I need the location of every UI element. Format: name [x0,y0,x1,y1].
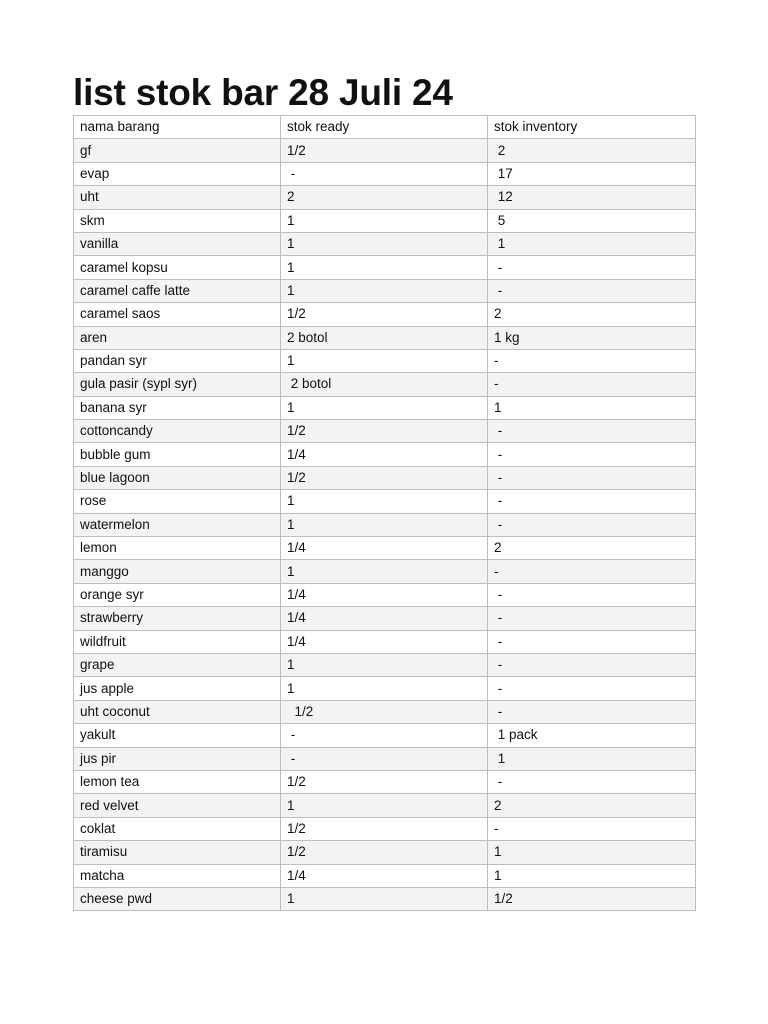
stok-ready-cell: 1/4 [281,537,488,560]
stok-ready-cell: 1 [281,653,488,676]
table-row [74,466,696,489]
stok-ready-cell: 1/4 [281,607,488,630]
table-body [74,139,696,911]
stok-inventory-cell: 2 [488,537,696,560]
stok-inventory-cell: 1 pack [488,724,696,747]
stock-table [73,115,696,911]
item-name-cell: uht [74,186,281,209]
table-row [74,794,696,817]
stok-ready-cell: 1 [281,560,488,583]
table-row [74,653,696,676]
table-row [74,139,696,162]
table-row [74,303,696,326]
item-name-cell: watermelon [74,513,281,536]
stok-inventory-cell: - [488,630,696,653]
stok-ready-cell: 2 botol [281,373,488,396]
table-row [74,700,696,723]
stok-ready-cell: 1/2 [281,817,488,840]
table-row [74,747,696,770]
stok-ready-cell: 1 [281,209,488,232]
stok-ready-cell: 1/4 [281,583,488,606]
stok-ready-cell: 1/2 [281,303,488,326]
table-row [74,256,696,279]
stok-ready-cell: 1 [281,887,488,910]
stok-inventory-cell: - [488,279,696,302]
stok-ready-cell: 1/2 [281,466,488,489]
table-row [74,162,696,185]
table-row [74,443,696,466]
header-stok-inventory: stok inventory [488,116,696,139]
stok-ready-cell: 1 [281,677,488,700]
stok-inventory-cell: 12 [488,186,696,209]
stok-ready-cell: 1/2 [281,420,488,443]
table-row [74,630,696,653]
item-name-cell: cottoncandy [74,420,281,443]
table-row [74,583,696,606]
table-row [74,607,696,630]
table-row [74,537,696,560]
stok-ready-cell: 2 botol [281,326,488,349]
stok-inventory-cell: 1 [488,841,696,864]
stok-inventory-cell: - [488,700,696,723]
table-row [74,864,696,887]
stok-inventory-cell: 1 [488,747,696,770]
stok-inventory-cell: - [488,583,696,606]
stok-ready-cell: 1 [281,279,488,302]
item-name-cell: matcha [74,864,281,887]
item-name-cell: blue lagoon [74,466,281,489]
item-name-cell: jus apple [74,677,281,700]
item-name-cell: caramel caffe latte [74,279,281,302]
stok-ready-cell: 1/4 [281,630,488,653]
item-name-cell: vanilla [74,232,281,255]
stok-inventory-cell: 1 [488,864,696,887]
item-name-cell: evap [74,162,281,185]
stok-ready-cell: 1/4 [281,443,488,466]
table-row [74,560,696,583]
stok-inventory-cell: - [488,560,696,583]
table-row [74,724,696,747]
stok-inventory-cell: - [488,770,696,793]
stok-ready-cell: 1/2 [281,700,488,723]
item-name-cell: gf [74,139,281,162]
stok-inventory-cell: - [488,513,696,536]
stok-inventory-cell: 5 [488,209,696,232]
table-row [74,770,696,793]
item-name-cell: skm [74,209,281,232]
stok-ready-cell: 1/2 [281,139,488,162]
item-name-cell: bubble gum [74,443,281,466]
item-name-cell: red velvet [74,794,281,817]
item-name-cell: pandan syr [74,349,281,372]
item-name-cell: strawberry [74,607,281,630]
stok-inventory-cell: - [488,373,696,396]
stok-inventory-cell: 17 [488,162,696,185]
item-name-cell: orange syr [74,583,281,606]
item-name-cell: lemon tea [74,770,281,793]
stok-inventory-cell: 1 [488,232,696,255]
item-name-cell: banana syr [74,396,281,419]
stok-inventory-cell: 2 [488,139,696,162]
stok-ready-cell: 1 [281,490,488,513]
stok-ready-cell: 1/2 [281,841,488,864]
item-name-cell: caramel kopsu [74,256,281,279]
table-row [74,513,696,536]
stok-ready-cell: 2 [281,186,488,209]
table-header [74,116,696,139]
stok-ready-cell: - [281,162,488,185]
item-name-cell: manggo [74,560,281,583]
item-name-cell: jus pir [74,747,281,770]
table-header-row [74,116,696,139]
stok-inventory-cell: - [488,256,696,279]
table-row [74,420,696,443]
item-name-cell: tiramisu [74,841,281,864]
stok-ready-cell: 1 [281,349,488,372]
stok-ready-cell: 1 [281,513,488,536]
header-stok-ready: stok ready [281,116,488,139]
stok-inventory-cell: 1/2 [488,887,696,910]
stok-inventory-cell: - [488,490,696,513]
table-row [74,887,696,910]
page-title: list stok bar 28 Juli 24 [73,72,453,113]
stok-inventory-cell: - [488,653,696,676]
stok-ready-cell: 1/4 [281,864,488,887]
stok-ready-cell: 1 [281,794,488,817]
table-row [74,279,696,302]
stok-inventory-cell: - [488,817,696,840]
table-row [74,209,696,232]
table-row [74,841,696,864]
table-row [74,349,696,372]
stok-inventory-cell: 2 [488,303,696,326]
table-row [74,817,696,840]
item-name-cell: coklat [74,817,281,840]
item-name-cell: grape [74,653,281,676]
item-name-cell: gula pasir (sypl syr) [74,373,281,396]
stok-inventory-cell: - [488,677,696,700]
item-name-cell: aren [74,326,281,349]
table-row [74,186,696,209]
stok-inventory-cell: 2 [488,794,696,817]
item-name-cell: yakult [74,724,281,747]
item-name-cell: cheese pwd [74,887,281,910]
stok-inventory-cell: - [488,466,696,489]
stok-inventory-cell: 1 kg [488,326,696,349]
stok-ready-cell: 1 [281,396,488,419]
stok-ready-cell: 1/2 [281,770,488,793]
item-name-cell: lemon [74,537,281,560]
stok-inventory-cell: - [488,349,696,372]
header-nama-barang: nama barang [74,116,281,139]
table-row [74,490,696,513]
item-name-cell: caramel saos [74,303,281,326]
stok-ready-cell: 1 [281,256,488,279]
stok-inventory-cell: - [488,607,696,630]
item-name-cell: rose [74,490,281,513]
table-row [74,396,696,419]
table-row [74,232,696,255]
stok-ready-cell: - [281,747,488,770]
stok-ready-cell: - [281,724,488,747]
table-row [74,373,696,396]
stok-ready-cell: 1 [281,232,488,255]
stok-inventory-cell: - [488,443,696,466]
table-row [74,326,696,349]
stok-inventory-cell: 1 [488,396,696,419]
stok-inventory-cell: - [488,420,696,443]
table-row [74,677,696,700]
item-name-cell: uht coconut [74,700,281,723]
item-name-cell: wildfruit [74,630,281,653]
